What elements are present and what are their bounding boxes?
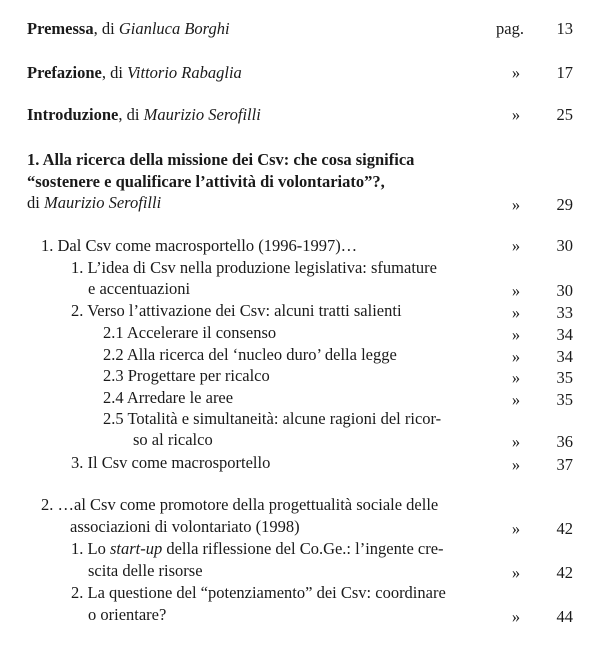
toc-subsubsection: 2.4 Arredare le aree bbox=[103, 388, 234, 407]
chapter-title-line2: “sostenere e qualificare l’attività di volontariato”?, bbox=[27, 172, 385, 191]
ditto-mark: » bbox=[511, 303, 521, 322]
toc-subsubsection: 2.3 Progettare per ricalco bbox=[103, 366, 270, 385]
toc-subsubsection-cont: so al ricalco bbox=[133, 430, 213, 449]
page-number: 42 bbox=[556, 519, 573, 538]
entry-title: Premessa bbox=[27, 19, 94, 38]
page-number: 36 bbox=[556, 432, 573, 451]
toc-section: 2. …al Csv come promotore della progettualità sociale delle bbox=[41, 495, 439, 514]
ditto-mark: » bbox=[511, 105, 521, 124]
page-number: 33 bbox=[556, 303, 573, 322]
page-number: 37 bbox=[556, 455, 573, 474]
ditto-mark: » bbox=[511, 519, 521, 538]
toc-subsubsection: 2.5 Totalità e simultaneità: alcune ragioni del ricor- bbox=[103, 409, 442, 428]
ditto-mark: » bbox=[511, 347, 521, 366]
page-number: 13 bbox=[556, 19, 573, 38]
page-number: 42 bbox=[556, 563, 573, 582]
toc-subsection: 2. La questione del “potenziamento” dei Csv: coordinare bbox=[71, 583, 446, 602]
ditto-mark: » bbox=[511, 455, 521, 474]
toc-subsection-cont: o orientare? bbox=[88, 605, 167, 624]
ditto-mark: » bbox=[511, 236, 521, 255]
page-number: 35 bbox=[556, 368, 573, 387]
ditto-mark: » bbox=[511, 368, 521, 387]
toc-entry-premessa: Premessa, di Gianluca Borghi bbox=[27, 19, 230, 38]
ditto-mark: » bbox=[511, 325, 521, 344]
toc-entry-introduzione: Introduzione, di Maurizio Serofilli bbox=[27, 105, 261, 124]
toc-subsection: 2. Verso l’attivazione dei Csv: alcuni tratti salienti bbox=[71, 301, 402, 320]
toc-subsection: 1. L’idea di Csv nella produzione legislativa: sfumature bbox=[71, 258, 437, 277]
chapter-title-line1: 1. Alla ricerca della missione dei Csv: che cosa significa bbox=[27, 150, 415, 169]
page-number: 34 bbox=[556, 347, 573, 366]
toc-subsection: 1. Lo start-up della riflessione del Co.Ge.: l’ingente cre- bbox=[71, 539, 444, 558]
chapter-author: di Maurizio Serofilli bbox=[27, 193, 162, 212]
page-number: 25 bbox=[556, 105, 573, 124]
page-number: 30 bbox=[556, 236, 573, 255]
ditto-mark: » bbox=[511, 432, 521, 451]
toc-subsection-cont: scita delle risorse bbox=[88, 561, 203, 580]
toc-subsection: 3. Il Csv come macrosportello bbox=[71, 453, 271, 472]
page-number: 35 bbox=[556, 390, 573, 409]
page-marker: pag. bbox=[496, 19, 524, 38]
page-number: 29 bbox=[556, 195, 573, 214]
toc-section-cont: associazioni di volontariato (1998) bbox=[70, 517, 300, 536]
toc-subsection-cont: e accentuazioni bbox=[88, 279, 191, 298]
ditto-mark: » bbox=[511, 607, 521, 626]
ditto-mark: » bbox=[511, 281, 521, 300]
ditto-mark: » bbox=[511, 390, 521, 409]
page-number: 34 bbox=[556, 325, 573, 344]
ditto-mark: » bbox=[511, 563, 521, 582]
ditto-mark: » bbox=[511, 195, 521, 214]
toc-subsubsection: 2.1 Accelerare il consenso bbox=[103, 323, 277, 342]
page-number: 30 bbox=[556, 281, 573, 300]
toc-subsubsection: 2.2 Alla ricerca del ‘nucleo duro’ della legge bbox=[103, 345, 397, 364]
page-number: 44 bbox=[556, 607, 573, 626]
entry-author: Gianluca Borghi bbox=[118, 19, 230, 38]
toc-entry-prefazione: Prefazione, di Vittorio Rabaglia bbox=[27, 63, 242, 82]
ditto-mark: » bbox=[511, 63, 521, 82]
page-number: 17 bbox=[556, 63, 573, 82]
toc-section: 1. Dal Csv come macrosportello (1996-1997)… bbox=[41, 236, 358, 255]
